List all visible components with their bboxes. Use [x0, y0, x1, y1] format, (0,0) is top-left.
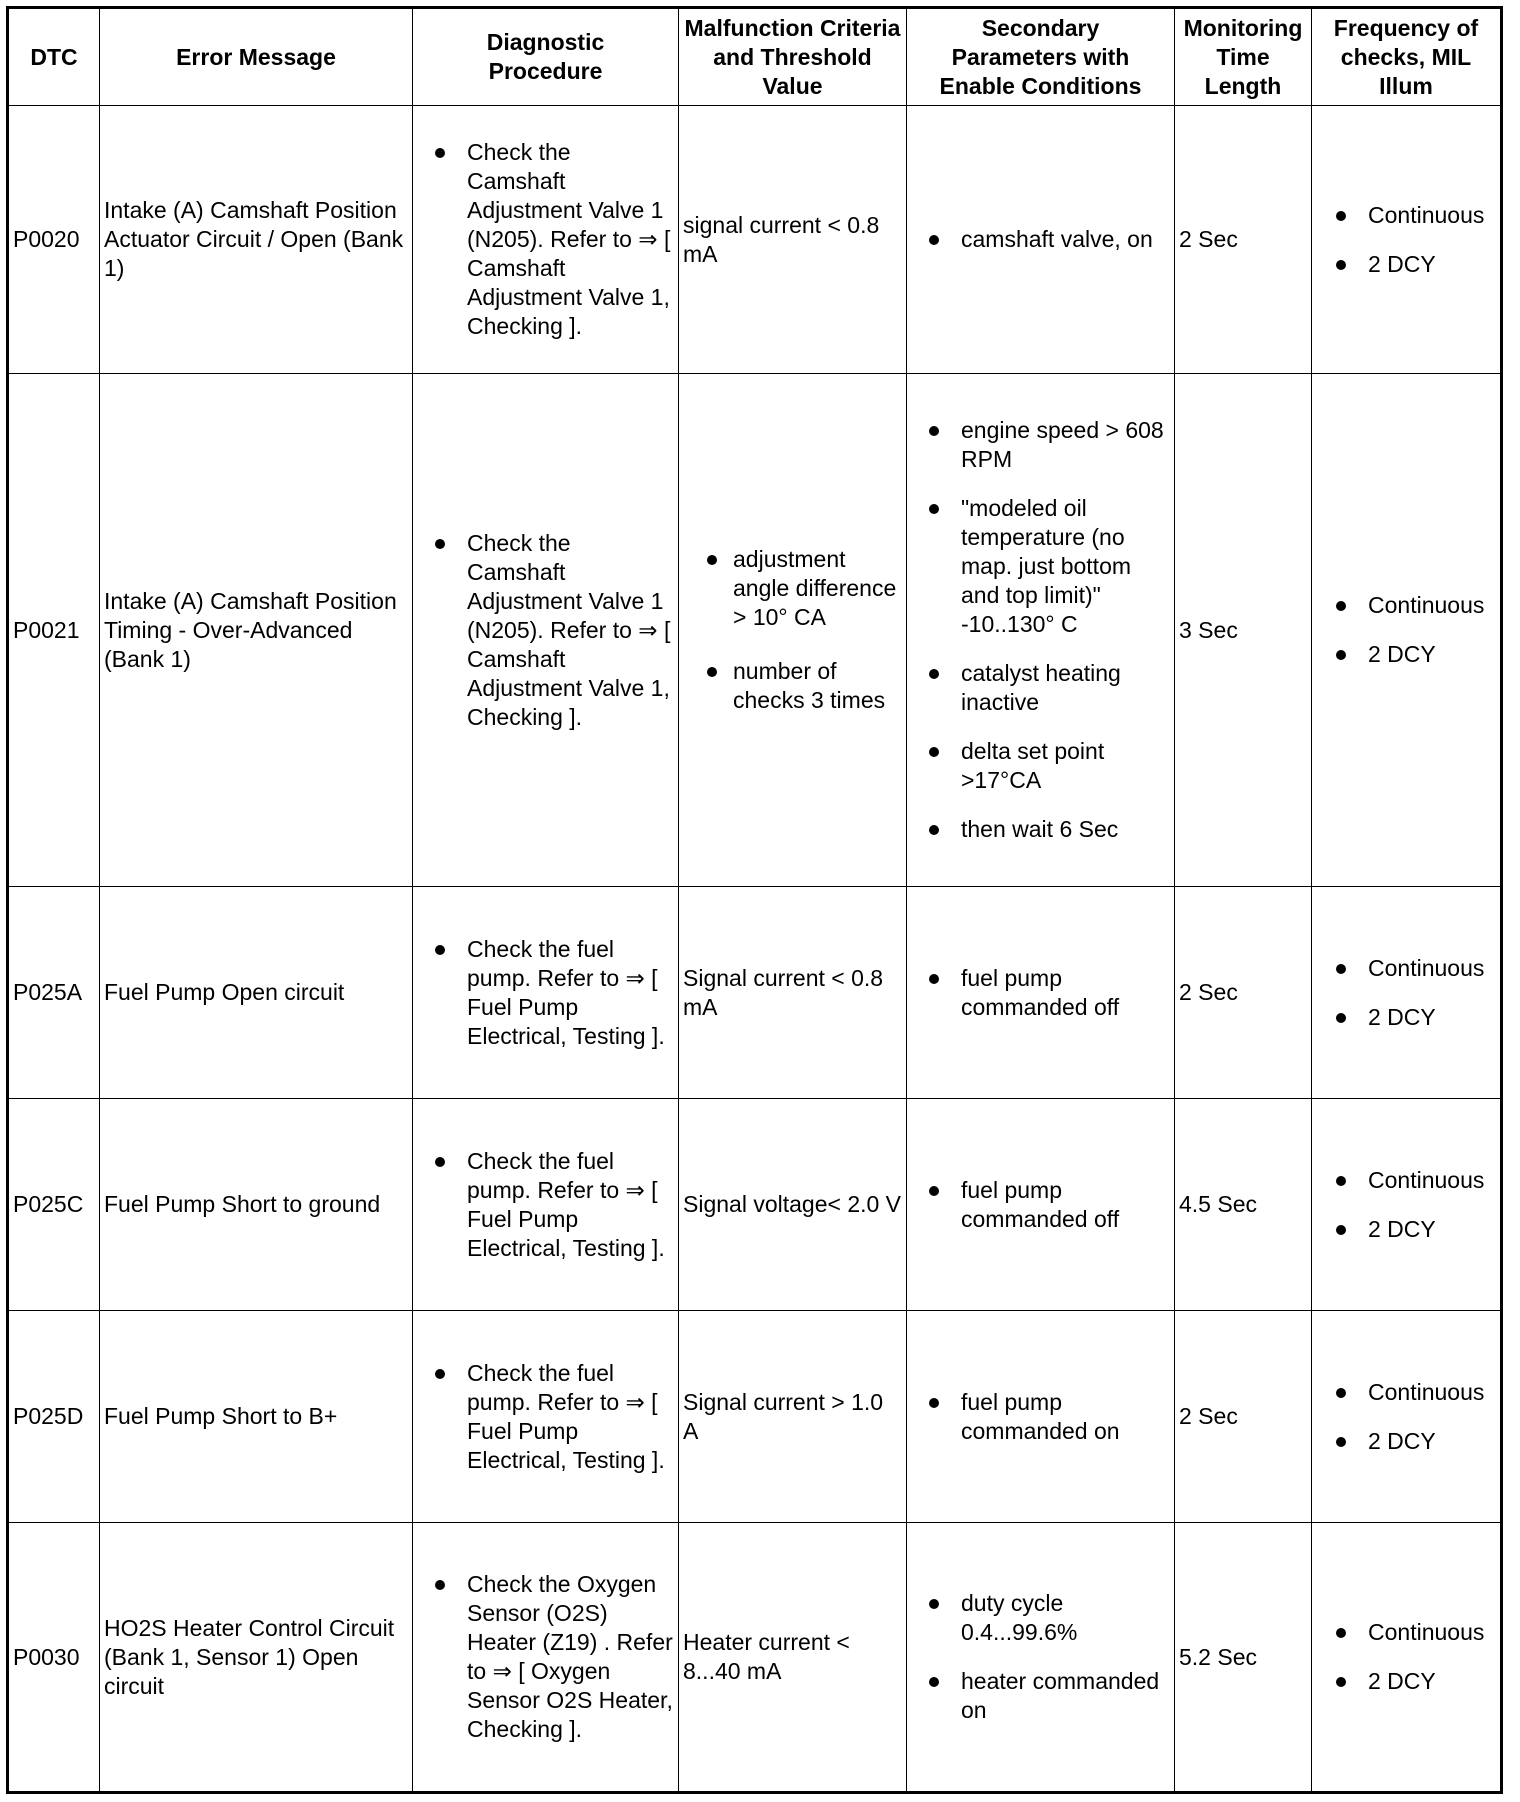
malfunction-criteria: signal current < 0.8 mA [679, 106, 907, 374]
header-malfunction-criteria: Malfunction Criteria and Threshold Value [679, 8, 907, 106]
malfunction-criteria: Heater current < 8...40 mA [679, 1523, 907, 1793]
error-message: Fuel Pump Short to B+ [100, 1311, 413, 1523]
frequency-item: 2 DCY [1316, 1215, 1496, 1244]
header-dtc: DTC [8, 8, 100, 106]
table-row [8, 106, 1502, 374]
secondary-item: heater commanded on [911, 1667, 1170, 1725]
table-row [8, 1311, 1502, 1523]
header-monitoring-time: Monitoring Time Length [1175, 8, 1312, 106]
procedure-item: Check the Oxygen Sensor (O2S) Heater (Z19) . Refer to ⇒ [ Oxygen Sensor O2S Heater, Checking ]. [417, 1570, 674, 1744]
diagnostic-procedure [413, 106, 679, 374]
frequency-item: Continuous [1316, 1166, 1496, 1195]
criteria-item: adjustment angle difference > 10° CA [683, 545, 902, 632]
diagnostic-procedure [413, 1523, 679, 1793]
secondary-item: fuel pump commanded off [911, 964, 1170, 1022]
diagnostic-procedure [413, 1099, 679, 1311]
dtc-code: P025C [8, 1099, 100, 1311]
procedure-item: Check the fuel pump. Refer to ⇒ [ Fuel Pump Electrical, Testing ]. [417, 1147, 674, 1263]
error-message: Fuel Pump Open circuit [100, 887, 413, 1099]
monitoring-time: 2 Sec [1175, 106, 1312, 374]
table-row [8, 887, 1502, 1099]
monitoring-time: 2 Sec [1175, 887, 1312, 1099]
dtc-code: P0020 [8, 106, 100, 374]
frequency-item: Continuous [1316, 201, 1496, 230]
secondary-parameters [907, 106, 1175, 374]
table-row [8, 1523, 1502, 1793]
secondary-item: then wait 6 Sec [911, 815, 1170, 844]
error-message: Fuel Pump Short to ground [100, 1099, 413, 1311]
secondary-parameters [907, 1523, 1175, 1793]
frequency [1312, 887, 1502, 1099]
monitoring-time: 5.2 Sec [1175, 1523, 1312, 1793]
malfunction-criteria: Signal voltage< 2.0 V [679, 1099, 907, 1311]
procedure-item: Check the Camshaft Adjustment Valve 1 (N205). Refer to ⇒ [ Camshaft Adjustment Valve 1, Checking ]. [417, 529, 674, 732]
secondary-item: delta set point >17°CA [911, 737, 1170, 795]
frequency-item: Continuous [1316, 1378, 1496, 1407]
procedure-item: Check the fuel pump. Refer to ⇒ [ Fuel Pump Electrical, Testing ]. [417, 1359, 674, 1475]
secondary-item: "modeled oil temperature (no map. just bottom and top limit)" -10..130° C [911, 494, 1170, 639]
frequency-item: 2 DCY [1316, 250, 1496, 279]
header-error-message: Error Message [100, 8, 413, 106]
procedure-item: Check the fuel pump. Refer to ⇒ [ Fuel Pump Electrical, Testing ]. [417, 935, 674, 1051]
diagnostic-procedure [413, 887, 679, 1099]
frequency-item: Continuous [1316, 1618, 1496, 1647]
header-row [8, 8, 1502, 106]
criteria-item: number of checks 3 times [683, 657, 902, 715]
frequency [1312, 1099, 1502, 1311]
frequency-item: 2 DCY [1316, 1667, 1496, 1696]
procedure-item: Check the Camshaft Adjustment Valve 1 (N205). Refer to ⇒ [ Camshaft Adjustment Valve 1, Checking ]. [417, 138, 674, 341]
diagnostic-procedure [413, 1311, 679, 1523]
frequency-item: Continuous [1316, 591, 1496, 620]
header-frequency: Frequency of checks, MIL Illum [1312, 8, 1502, 106]
monitoring-time: 3 Sec [1175, 374, 1312, 887]
error-message: HO2S Heater Control Circuit (Bank 1, Sensor 1) Open circuit [100, 1523, 413, 1793]
secondary-parameters [907, 1099, 1175, 1311]
dtc-code: P0030 [8, 1523, 100, 1793]
dtc-code: P0021 [8, 374, 100, 887]
secondary-item: engine speed > 608 RPM [911, 416, 1170, 474]
dtc-table [6, 6, 1503, 1794]
diagnostic-procedure [413, 374, 679, 887]
error-message: Intake (A) Camshaft Position Actuator Circuit / Open (Bank 1) [100, 106, 413, 374]
frequency [1312, 106, 1502, 374]
secondary-item: fuel pump commanded on [911, 1388, 1170, 1446]
malfunction-criteria: Signal current > 1.0 A [679, 1311, 907, 1523]
secondary-item: fuel pump commanded off [911, 1176, 1170, 1234]
frequency [1312, 374, 1502, 887]
dtc-code: P025D [8, 1311, 100, 1523]
frequency-item: 2 DCY [1316, 1427, 1496, 1456]
header-diagnostic-procedure: Diagnostic Procedure [413, 8, 679, 106]
frequency [1312, 1311, 1502, 1523]
secondary-parameters [907, 887, 1175, 1099]
table-row [8, 1099, 1502, 1311]
secondary-parameters [907, 1311, 1175, 1523]
frequency-item: 2 DCY [1316, 640, 1496, 669]
frequency [1312, 1523, 1502, 1793]
secondary-item: camshaft valve, on [911, 225, 1170, 254]
error-message: Intake (A) Camshaft Position Timing - Over-Advanced (Bank 1) [100, 374, 413, 887]
frequency-item: Continuous [1316, 954, 1496, 983]
header-secondary-parameters: Secondary Parameters with Enable Conditions [907, 8, 1175, 106]
malfunction-criteria [679, 374, 907, 887]
malfunction-criteria: Signal current < 0.8 mA [679, 887, 907, 1099]
monitoring-time: 4.5 Sec [1175, 1099, 1312, 1311]
dtc-code: P025A [8, 887, 100, 1099]
secondary-item: duty cycle 0.4...99.6% [911, 1589, 1170, 1647]
frequency-item: 2 DCY [1316, 1003, 1496, 1032]
secondary-parameters [907, 374, 1175, 887]
secondary-item: catalyst heating inactive [911, 659, 1170, 717]
monitoring-time: 2 Sec [1175, 1311, 1312, 1523]
table-row [8, 374, 1502, 887]
